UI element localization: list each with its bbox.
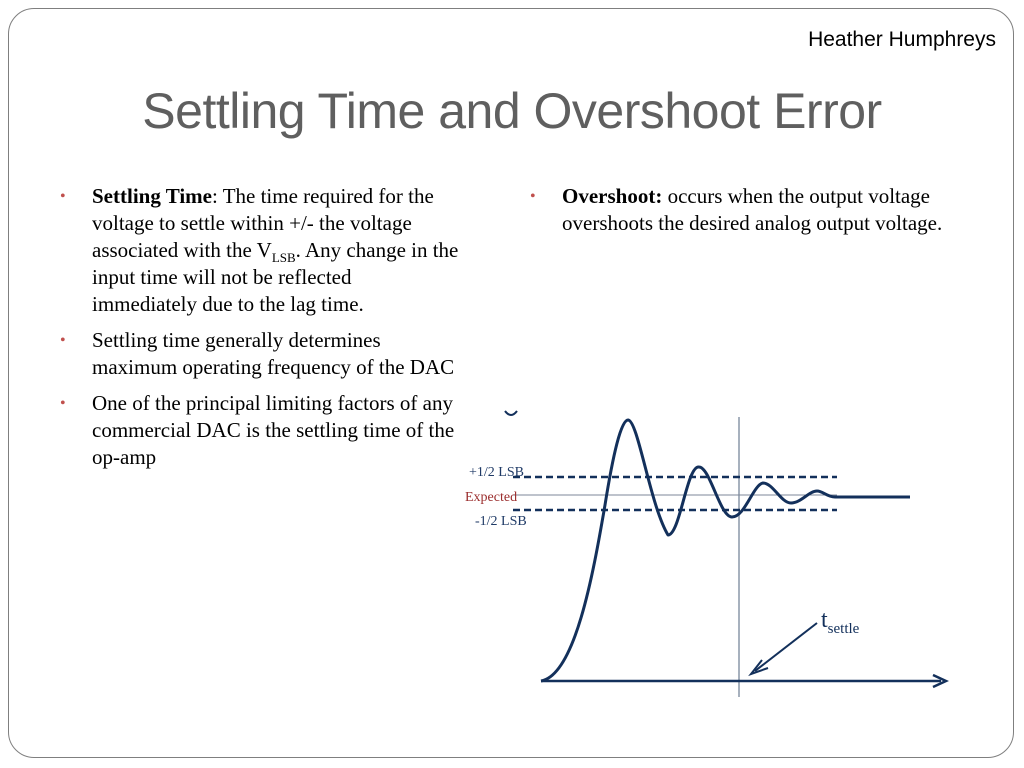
t-settle-t: t — [821, 607, 828, 633]
operating-frequency-text: Settling time generally determines maximum operating frequency of the DAC — [92, 328, 455, 379]
settling-time-text-2: . Any change in the input time will not be reflected immediately due to the lag time. — [92, 238, 459, 316]
bullet-overshoot — [530, 183, 960, 237]
settling-time-diagram — [455, 395, 965, 705]
minus-half-lsb-label: -1/2 LSB — [475, 514, 527, 529]
bullet-marker: • — [530, 188, 536, 205]
lsb-subscript: LSB — [271, 250, 296, 266]
t-settle-label — [821, 607, 860, 637]
author-name: Heather Humphreys — [808, 28, 996, 51]
settle-pointer-line — [755, 623, 817, 671]
response-curve — [541, 420, 910, 681]
overshoot-text: occurs when the output voltage overshoots the desired analog output voltage. — [562, 184, 943, 235]
plus-half-lsb-label: +1/2 LSB — [469, 465, 524, 480]
bullet-limiting-factors — [60, 390, 460, 471]
right-bullet-list — [530, 183, 960, 246]
bullet-marker: • — [60, 332, 66, 349]
settling-time-colon: : — [211, 184, 218, 208]
overshoot-term: Overshoot: — [562, 184, 663, 208]
bullet-marker: • — [60, 395, 66, 412]
cropped-glyph — [505, 411, 517, 415]
bullet-settling-time — [60, 183, 460, 318]
left-bullet-list — [60, 183, 460, 480]
expected-label: Expected — [465, 490, 518, 505]
limiting-factors-text: One of the principal limiting factors of any commercial DAC is the settling time of the op-amp — [92, 391, 455, 469]
settling-time-text: The time required for the voltage to settle within +/- the voltage associated with the V — [92, 184, 434, 262]
settling-time-term: Settling Time — [92, 184, 212, 208]
bullet-marker: • — [60, 188, 66, 205]
t-settle-sub: settle — [827, 621, 860, 637]
bullet-operating-frequency — [60, 327, 460, 381]
slide-title: Settling Time and Overshoot Error — [142, 83, 882, 139]
